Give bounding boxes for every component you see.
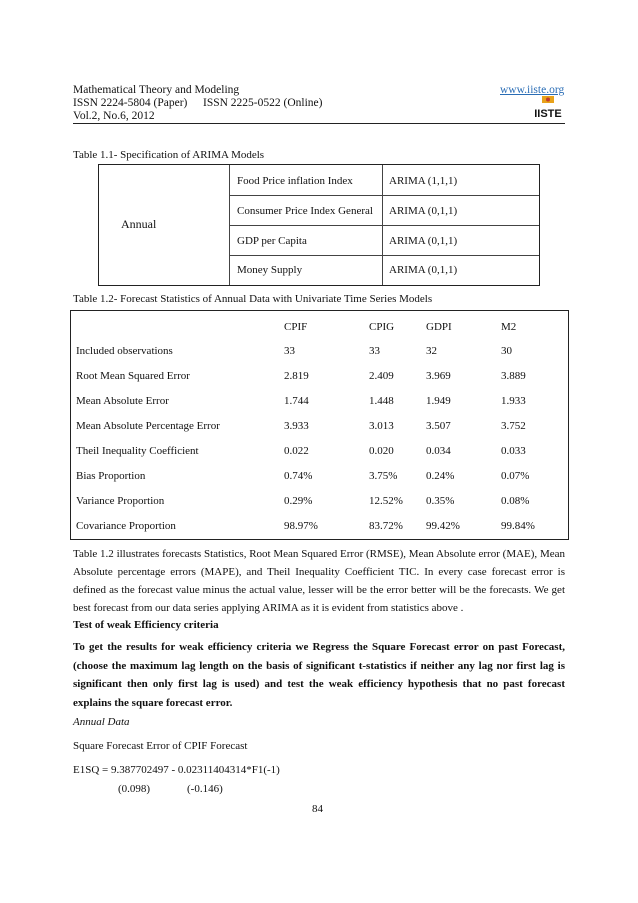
table2-cell: 1.949 [426, 395, 451, 407]
table2-row-label: Mean Absolute Error [76, 395, 169, 407]
table1-model: ARIMA (0,1,1) [389, 205, 458, 217]
table2-cell: 0.020 [369, 445, 394, 457]
table2-cell: 1.448 [369, 395, 394, 407]
volume-info: Vol.2, No.6, 2012 [73, 110, 155, 122]
header-rule [73, 123, 565, 124]
table2-row-label: Bias Proportion [76, 470, 146, 482]
table2-cell: 1.933 [501, 395, 526, 407]
standard-error-2: (-0.146) [187, 783, 223, 795]
table1-model: ARIMA (0,1,1) [389, 264, 458, 276]
issn-online: ISSN 2225-0522 (Online) [203, 97, 323, 109]
table2-caption: Table 1.2- Forecast Statistics of Annual Data with Univariate Time Series Models [73, 293, 433, 305]
table1-variable: GDP per Capita [237, 235, 307, 247]
table2-cell: 0.07% [501, 470, 530, 482]
table1-model: ARIMA (0,1,1) [389, 235, 458, 247]
table2-row-label: Theil Inequality Coefficient [76, 445, 199, 457]
table2-cell: 30 [501, 345, 512, 357]
table2-row-label: Included observations [76, 345, 173, 357]
page-number: 84 [312, 803, 323, 815]
table2-column-header: CPIF [284, 321, 308, 333]
equation: E1SQ = 9.387702497 - 0.02311404314*F1(-1) [73, 764, 280, 776]
table2-column-header: CPIG [369, 321, 395, 333]
table1 [98, 164, 540, 286]
table2-cell: 2.819 [284, 370, 309, 382]
iiste-logo [533, 96, 563, 120]
paragraph-weak-efficiency: To get the results for weak efficiency criteria we Regress the Square Forecast error on past Forecast, (choose the maximum lag length on the basis of significant t-statistics if neither any lag nor first lag is significant then only first lag is used) and test the weak efficiency hypothesis that no past forecast explains the square forecast error. [73, 641, 565, 709]
table2-cell: 3.933 [284, 420, 309, 432]
table1-caption: Table 1.1- Specification of ARIMA Models [73, 149, 265, 161]
table2-cell: 3.013 [369, 420, 394, 432]
issn-print: ISSN 2224-5804 (Paper) [73, 97, 188, 109]
table2-cell: 0.033 [501, 445, 526, 457]
table2-cell: 12.52% [369, 495, 403, 507]
table2-cell: 99.42% [426, 520, 460, 532]
table2-cell: 2.409 [369, 370, 394, 382]
table2-column-header: M2 [501, 321, 517, 333]
journal-title: Mathematical Theory and Modeling [73, 84, 240, 96]
table2-cell: 0.24% [426, 470, 455, 482]
table1-row-line [229, 195, 539, 196]
logo-text: IISTE [534, 108, 562, 120]
table2-cell: 0.022 [284, 445, 309, 457]
table1-model: ARIMA (1,1,1) [389, 175, 458, 187]
table2-cell: 0.08% [501, 495, 530, 507]
table1-row-line [229, 255, 539, 256]
standard-error-1: (0.098) [118, 783, 151, 795]
table1-variable: Food Price inflation Index [237, 175, 353, 187]
section-title: Test of weak Efficiency criteria [73, 619, 219, 631]
table2-cell: 33 [369, 345, 380, 357]
table2-cell: 3.507 [426, 420, 451, 432]
website-link[interactable]: www.iiste.org [500, 84, 565, 96]
table2-cell: 3.889 [501, 370, 526, 382]
table1-variable: Consumer Price Index General [237, 205, 373, 217]
table2 [70, 310, 569, 540]
table2-cell: 32 [426, 345, 437, 357]
table2-cell: 3.75% [369, 470, 398, 482]
table2-cell: 3.752 [501, 420, 526, 432]
table1-group-label: Annual [121, 217, 157, 231]
table2-cell: 0.29% [284, 495, 313, 507]
table2-cell: 0.35% [426, 495, 455, 507]
table2-row-label: Root Mean Squared Error [76, 370, 190, 382]
table1-variable: Money Supply [237, 264, 303, 276]
table2-cell: 0.74% [284, 470, 313, 482]
table2-row-label: Variance Proportion [76, 495, 165, 507]
table2-cell: 99.84% [501, 520, 535, 532]
subheading-annual-data: Annual Data [73, 716, 130, 728]
table1-row-line [229, 225, 539, 226]
table2-cell: 83.72% [369, 520, 403, 532]
table2-cell: 33 [284, 345, 295, 357]
equation-title: Square Forecast Error of CPIF Forecast [73, 740, 248, 752]
table2-row-label: Mean Absolute Percentage Error [76, 420, 220, 432]
paragraph-forecast-statistics: Table 1.2 illustrates forecasts Statistics, Root Mean Squared Error (RMSE), Mean Absolute error (MAE), Mean Absolute percentage errors (MAPE), and Theil Inequality Coefficient TIC. In every case forecast error is defined as the forecast value minus the actual value, lesser will be the error better will be the forecasts. We get best forecast from our data series applying ARIMA as it is evident from statistics above . [73, 548, 565, 614]
table2-row-label: Covariance Proportion [76, 520, 176, 532]
table2-column-header: GDPI [426, 321, 452, 333]
table2-cell: 1.744 [284, 395, 309, 407]
table2-cell: 98.97% [284, 520, 318, 532]
table2-cell: 3.969 [426, 370, 451, 382]
table2-cell: 0.034 [426, 445, 451, 457]
